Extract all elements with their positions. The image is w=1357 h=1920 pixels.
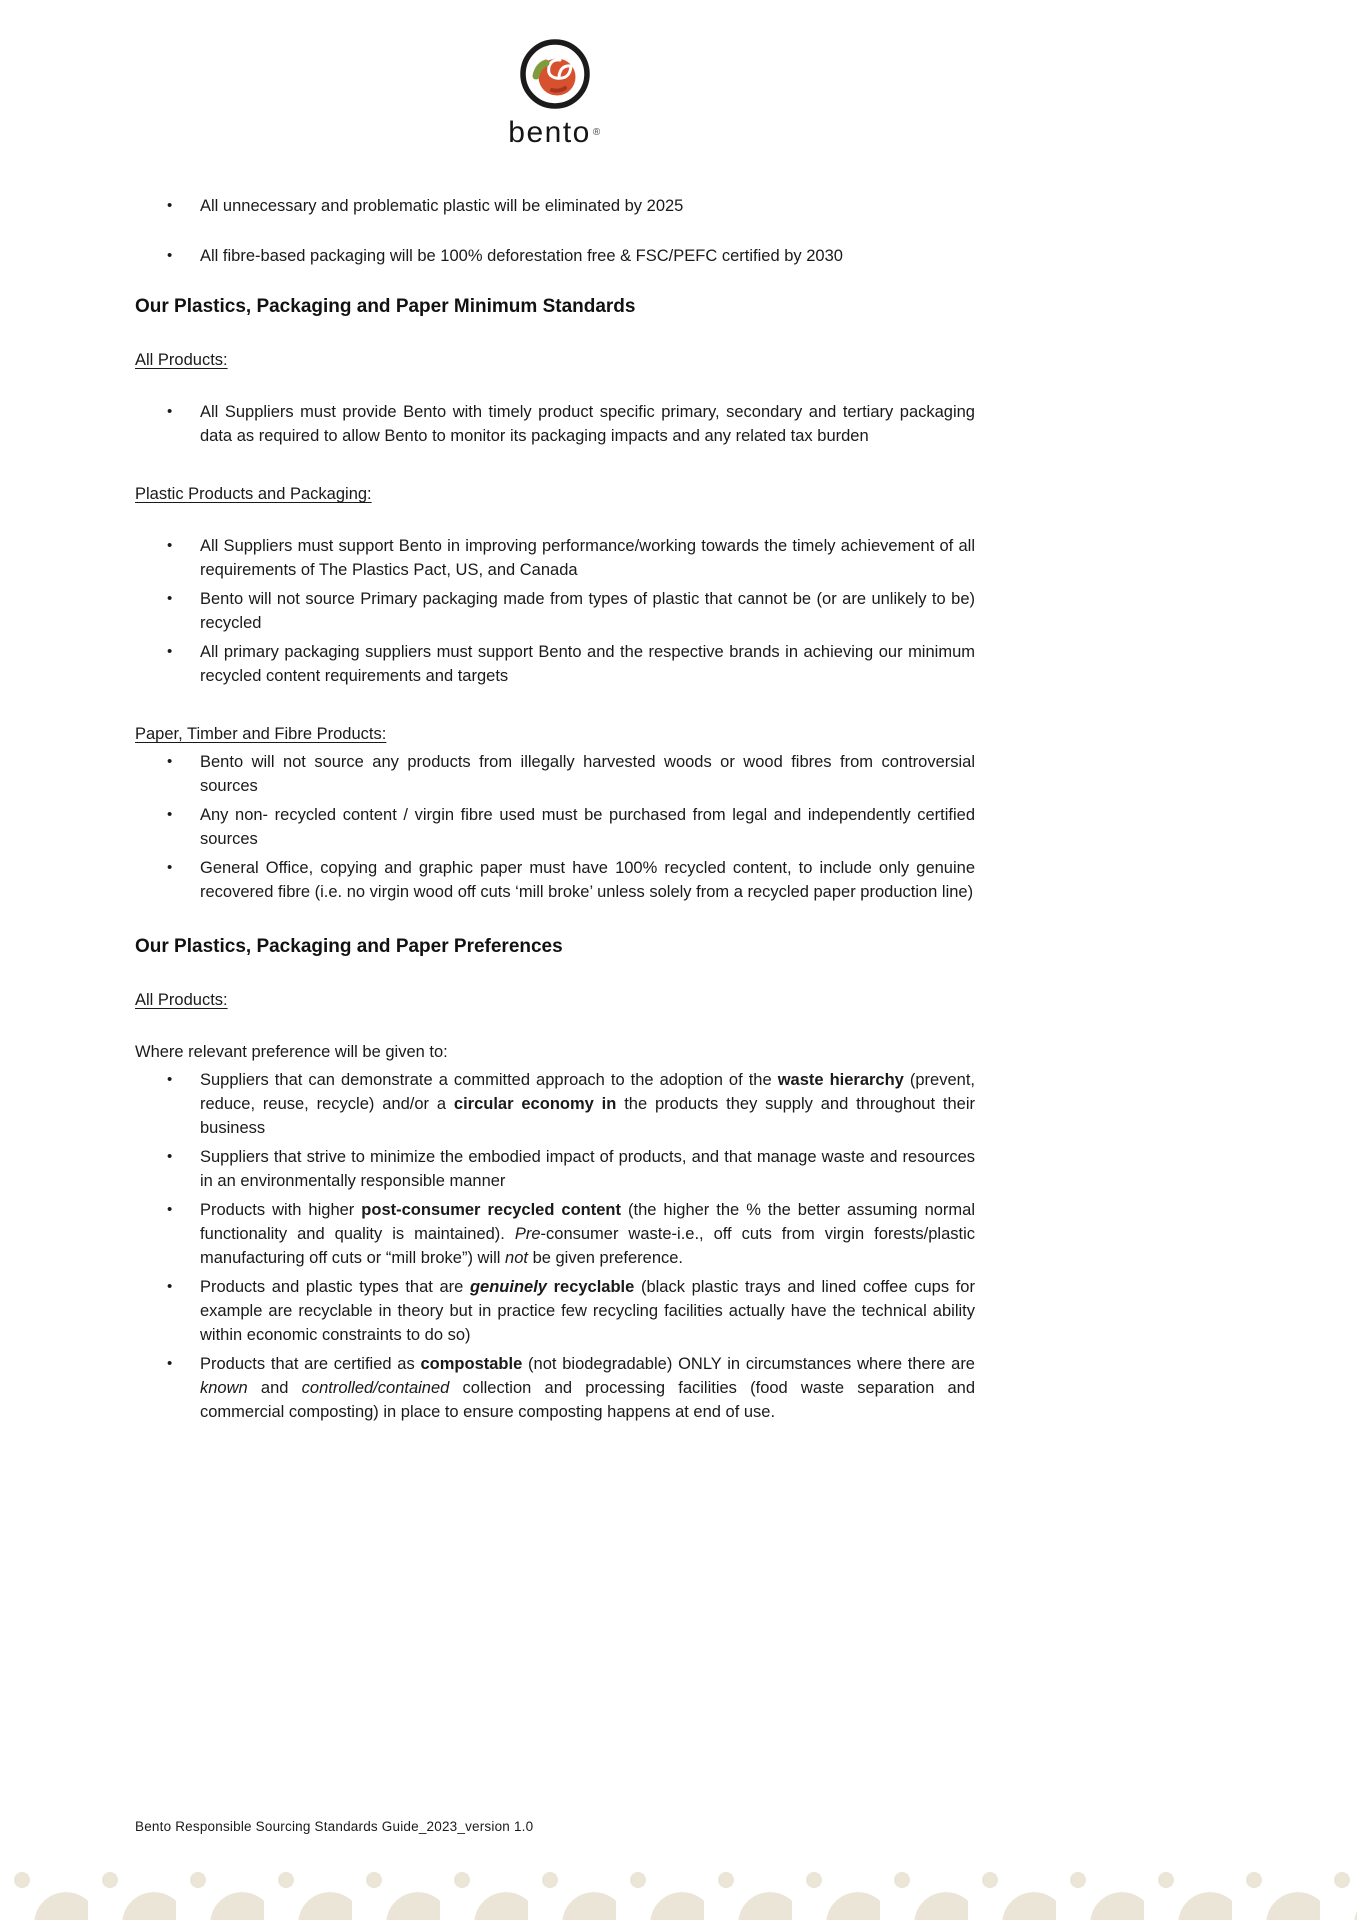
bullet-text: Products and plastic types that are genuinely recyclable (black plastic trays and lined coffee cups for example are recyclable in theory but in practice few recycling facilities actually have the technical ability within economic constraints to do so)	[200, 1278, 975, 1344]
subheading-paper-timber-fibre: Paper, Timber and Fibre Products:	[135, 725, 387, 743]
bullet-icon: •	[167, 753, 173, 770]
document-body	[135, 194, 975, 1424]
list-item	[135, 750, 975, 798]
list-item	[135, 640, 975, 688]
list-item	[135, 534, 975, 582]
bullet-icon: •	[167, 403, 173, 420]
list-item	[135, 803, 975, 851]
bullet-text: Products with higher post-consumer recycled content (the higher the % the better assuming normal functionality and quality is maintained). Pre-consumer waste-i.e., off cuts from virgin forests/plastic manufacturing off cuts or “mill broke”) will not be given preference.	[200, 1201, 976, 1267]
list-item	[135, 1275, 975, 1347]
bullet-icon: •	[167, 590, 173, 607]
list-item	[135, 244, 975, 268]
subheading-all-products-2: All Products:	[135, 991, 228, 1009]
brand-wordmark	[135, 116, 975, 150]
bullet-icon: •	[167, 859, 173, 876]
bullet-icon: •	[167, 1071, 173, 1088]
subheading-all-products: All Products:	[135, 351, 228, 369]
bullet-icon: •	[167, 197, 173, 214]
bullet-text: All unnecessary and problematic plastic will be eliminated by 2025	[200, 197, 684, 215]
registered-mark: ®	[592, 127, 602, 138]
plastic-bullet-list	[135, 534, 975, 688]
list-item	[135, 856, 975, 904]
list-item	[135, 1198, 975, 1270]
bullet-text: Suppliers that strive to minimize the embodied impact of products, and that manage waste and resources in an environmentally responsible manner	[200, 1148, 975, 1190]
bullet-icon: •	[167, 1355, 173, 1372]
preferences-bullet-list	[135, 1068, 975, 1424]
list-item	[135, 1145, 975, 1193]
bullet-text: All fibre-based packaging will be 100% deforestation free & FSC/PEFC certified by 2030	[200, 247, 843, 265]
bullet-icon: •	[167, 643, 173, 660]
list-item	[135, 400, 975, 448]
preferences-lead-text: Where relevant preference will be given to:	[135, 1043, 448, 1061]
logo	[135, 0, 975, 150]
bullet-icon: •	[167, 537, 173, 554]
bullet-icon: •	[167, 1148, 173, 1165]
section-heading-preferences: Our Plastics, Packaging and Paper Preferences	[135, 936, 563, 957]
document-footer: Bento Responsible Sourcing Standards Guide_2023_version 1.0	[135, 1819, 534, 1834]
list-item	[135, 1068, 975, 1140]
subheading-plastic-products: Plastic Products and Packaging:	[135, 485, 372, 503]
bullet-text: All Suppliers must provide Bento with timely product specific primary, secondary and tertiary packaging data as required to allow Bento to monitor its packaging impacts and any related tax burden	[200, 403, 975, 445]
intro-bullet-list	[135, 194, 975, 268]
all-products-bullet-list	[135, 400, 975, 448]
list-item	[135, 587, 975, 635]
bullet-icon: •	[167, 1201, 173, 1218]
list-item	[135, 194, 975, 218]
section-heading-minimum-standards: Our Plastics, Packaging and Paper Minimum Standards	[135, 296, 636, 317]
bullet-text: General Office, copying and graphic paper must have 100% recycled content, to include only genuine recovered fibre (i.e. no virgin wood off cuts ‘mill broke’ unless solely from a recycled paper production line)	[200, 859, 975, 901]
bullet-text: Bento will not source Primary packaging made from types of plastic that cannot be (or are unlikely to be) recycled	[200, 590, 975, 632]
paper-bullet-list	[135, 750, 975, 904]
bullet-icon: •	[167, 1278, 173, 1295]
bullet-text: Any non- recycled content / virgin fibre used must be purchased from legal and independently certified sources	[200, 806, 975, 848]
bullet-icon: •	[167, 806, 173, 823]
bullet-text: All primary packaging suppliers must support Bento and the respective brands in achieving our minimum recycled content requirements and targets	[200, 643, 975, 685]
brand-name: bento	[508, 116, 591, 149]
decorative-dot-border	[0, 1866, 1357, 1920]
bento-logo-icon	[516, 36, 594, 114]
bullet-icon: •	[167, 247, 173, 264]
bullet-text: Products that are certified as compostable (not biodegradable) ONLY in circumstances where there are known and controlled/contained collection and processing facilities (food waste separation and commercial composting) in place to ensure composting happens at end of use.	[200, 1355, 976, 1421]
list-item	[135, 1352, 975, 1424]
bullet-text: All Suppliers must support Bento in improving performance/working towards the timely achievement of all requirements of The Plastics Pact, US, and Canada	[200, 537, 975, 579]
bullet-text: Bento will not source any products from illegally harvested woods or wood fibres from controversial sources	[200, 753, 975, 795]
bullet-text: Suppliers that can demonstrate a committed approach to the adoption of the waste hierarchy (prevent, reduce, reuse, recycle) and/or a circular economy in the products they supply and throughout their business	[200, 1071, 975, 1137]
